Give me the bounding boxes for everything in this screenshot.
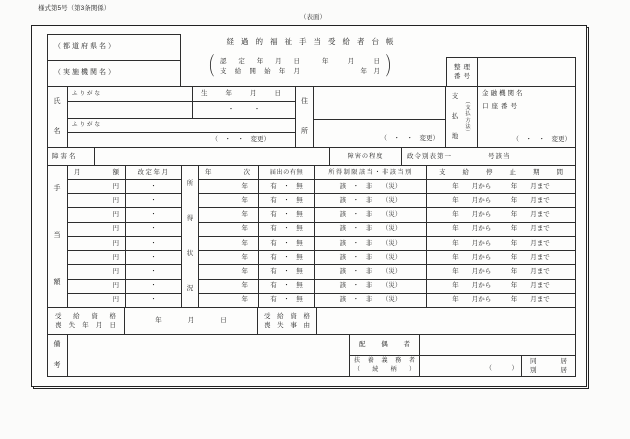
name-column-label [47,87,68,148]
schedule-label: 政令別表第一 [407,152,452,160]
notes-content-cell [68,335,350,377]
row-spacer [182,251,199,265]
notes-column-label-text: 備 考 [53,341,61,369]
revision-date-cell: ・ [126,280,182,294]
certification-date-label: 認 定 年 月 日 [220,58,300,66]
suspension-period-header-text: 支 給 停 止 期 間 [439,168,563,176]
income-limit-header: 所得制限該当・非該当別 [315,166,427,180]
notes-column-label [47,335,68,377]
suspension-period-cell: 年 月から 年 月まで [427,180,576,194]
row-spacer [182,194,199,208]
income-limit-cell: 該 ・ 非 （災） [315,251,427,265]
payment-detail-cell [478,87,576,148]
payment-start-value: 年 月 [360,68,380,75]
dependent-label-line2: （ 続 柄 ） [354,366,415,373]
notice-header: 届出の有無 [259,166,315,180]
notice-cell: 有 ・ 無 [259,223,315,237]
notice-cell: 有 ・ 無 [259,237,315,251]
suspension-period-cell: 年 月から 年 月まで [427,208,576,222]
furigana-label-bottom: ふりがな [68,119,296,133]
year-cell: 年 [199,265,259,279]
year-cell: 年 [199,251,259,265]
dependent-value-cell: （ ） [420,356,522,377]
payment-change-label: （ ・ ・ 変更） [512,136,571,144]
ref-number-label-cell [446,57,478,87]
monthly-amount-cell: 円 [68,194,126,208]
schedule-item-label: 号該当 [488,152,511,160]
year-cell: 年 [199,280,259,294]
furigana-label-top: ふりがな [68,87,193,102]
row-spacer [182,280,199,294]
year-cell: 年 [199,223,259,237]
suspension-period-cell: 年 月から 年 月まで [427,194,576,208]
monthly-amount-header [68,166,126,180]
revision-date-cell: ・ [126,265,182,279]
row-spacer [182,180,199,194]
allowance-column-label [47,166,68,308]
suspension-period-header [427,166,576,180]
birth-date-header-text: 生 年 月 日 [201,90,281,98]
certification-date-value: 年 月 日 [322,58,380,66]
revision-date-cell: ・ [126,294,182,308]
notice-cell: 有 ・ 無 [259,280,315,294]
monthly-amount-cell: 円 [68,208,126,222]
revision-date-cell: ・ [126,237,182,251]
table-row [68,265,576,279]
table-row [68,237,576,251]
revision-date-cell: ・ [126,180,182,194]
revision-date-cell: ・ [126,223,182,237]
monthly-amount-cell: 円 [68,180,126,194]
ref-number-label-line2: 番 号 [454,72,470,80]
year-header-text: 年 次 [205,168,250,176]
suspension-period-cell: 年 月から 年 月まで [427,280,576,294]
loss-date-label-line1: 受 給 資 格 [55,312,116,320]
table-row [68,180,576,194]
notice-cell: 有 ・ 無 [259,294,315,308]
disability-name-value [95,148,330,166]
main-table-rows [68,180,576,308]
payment-place-label-text: 支 払 地 [451,93,459,141]
row-spacer [182,294,199,308]
table-row [68,223,576,237]
cohabit-option: 同 居 [530,357,567,365]
ref-number-label-line1: 整 理 [454,63,470,71]
revision-date-cell: ・ [126,208,182,222]
revision-date-cell: ・ [126,251,182,265]
notice-cell: 有 ・ 無 [259,194,315,208]
row-spacer [182,237,199,251]
monthly-amount-cell: 円 [68,223,126,237]
disability-schedule-cell [402,148,576,166]
table-row [68,251,576,265]
spouse-label-text: 配 偶 者 [359,341,410,349]
bank-name-label: 金融機関名 [482,90,525,97]
table-row [68,194,576,208]
agency-name-cell: （実施機関名） [47,61,181,87]
revision-date-cell: ・ [126,194,182,208]
year-cell: 年 [199,237,259,251]
monthly-amount-header-text: 月 額 [74,168,119,176]
notice-cell: 有 ・ 無 [259,180,315,194]
payment-start-label: 支 給 開 始 年 月 [220,68,300,75]
payment-place-label-cell [446,87,478,148]
account-number-label: 口座番号 [482,102,520,110]
cohabitation-cell [522,356,576,377]
form-title: 経過的福祉手当受給者台帳 [226,37,401,46]
birth-date-header [193,87,296,102]
open-paren: （ [201,53,215,80]
prefecture-name-cell: （都道府県名） [47,34,181,61]
notice-cell: 有 ・ 無 [259,265,315,279]
name-entry-cell [68,102,193,119]
address-column-label [296,87,314,148]
form-number-caption: 様式第5号（第3条関係） [38,5,111,12]
disability-degree-label: 障害の程度 [330,148,402,166]
loss-reason-label-line2: 喪 失 事 由 [264,321,310,329]
notice-cell: 有 ・ 無 [259,208,315,222]
income-status-column-label-text: 所 得 状 況 [186,179,194,293]
monthly-amount-cell: 円 [68,265,126,279]
loss-date-label-line2: 喪 失 年 月 日 [55,321,116,329]
address-entry-cell [314,87,446,120]
disability-name-label: 障害名 [47,148,95,166]
income-limit-cell: 該 ・ 非 （災） [315,180,427,194]
income-limit-cell: 該 ・ 非 （災） [315,237,427,251]
certification-block [196,51,404,83]
suspension-period-cell: 年 月から 年 月まで [427,294,576,308]
income-limit-cell: 該 ・ 非 （災） [315,208,427,222]
name-column-label-text: 氏 名 [53,97,61,135]
separate-option: 別 居 [530,366,567,374]
row-spacer [182,223,199,237]
year-cell: 年 [199,294,259,308]
suspension-period-cell: 年 月から 年 月まで [427,237,576,251]
loss-date-value-cell: 年 月 日 [125,308,258,335]
allowance-column-label-text: 手 当 額 [53,185,61,287]
income-limit-cell: 該 ・ 非 （災） [315,223,427,237]
year-header [199,166,259,180]
address-change-cell: （ ・ ・ 変更） [314,120,446,148]
loss-reason-label-line1: 受 給 資 格 [264,312,310,320]
dependent-label-cell [350,356,420,377]
monthly-amount-cell: 円 [68,237,126,251]
table-row [68,208,576,222]
spouse-value-cell [420,335,576,356]
dependent-label-line1: 扶 養 義 務 者 [354,358,415,365]
income-limit-cell: 該 ・ 非 （災） [315,194,427,208]
address-column-label-text: 住 所 [301,97,308,135]
table-row [68,294,576,308]
spouse-label-cell [350,335,420,356]
monthly-amount-cell: 円 [68,294,126,308]
income-limit-cell: 該 ・ 非 （災） [315,265,427,279]
row-spacer [182,208,199,222]
income-limit-cell: 該 ・ 非 （災） [315,294,427,308]
ref-number-value-cell [478,57,576,87]
suspension-period-cell: 年 月から 年 月まで [427,251,576,265]
table-row [68,280,576,294]
loss-reason-value-cell [317,308,576,335]
year-cell: 年 [199,208,259,222]
year-cell: 年 [199,180,259,194]
income-limit-cell: 該 ・ 非 （災） [315,280,427,294]
name-change-cell: （ ・ ・ 変更） [68,133,296,148]
suspension-period-cell: 年 月から 年 月まで [427,265,576,279]
close-paren: ） [385,53,399,80]
loss-date-label-cell [47,308,125,335]
loss-reason-label-cell [258,308,317,335]
revision-date-header: 改定年月 [126,166,182,180]
suspension-period-cell: 年 月から 年 月まで [427,223,576,237]
monthly-amount-cell: 円 [68,280,126,294]
notice-cell: 有 ・ 無 [259,251,315,265]
payment-method-label-text: ︵ 支 払 方 法 ︶ [465,98,471,136]
monthly-amount-cell: 円 [68,251,126,265]
year-cell: 年 [199,194,259,208]
row-spacer [182,265,199,279]
side-caption: （表面） [300,14,326,21]
birth-date-value: ・ ・ [193,102,296,119]
